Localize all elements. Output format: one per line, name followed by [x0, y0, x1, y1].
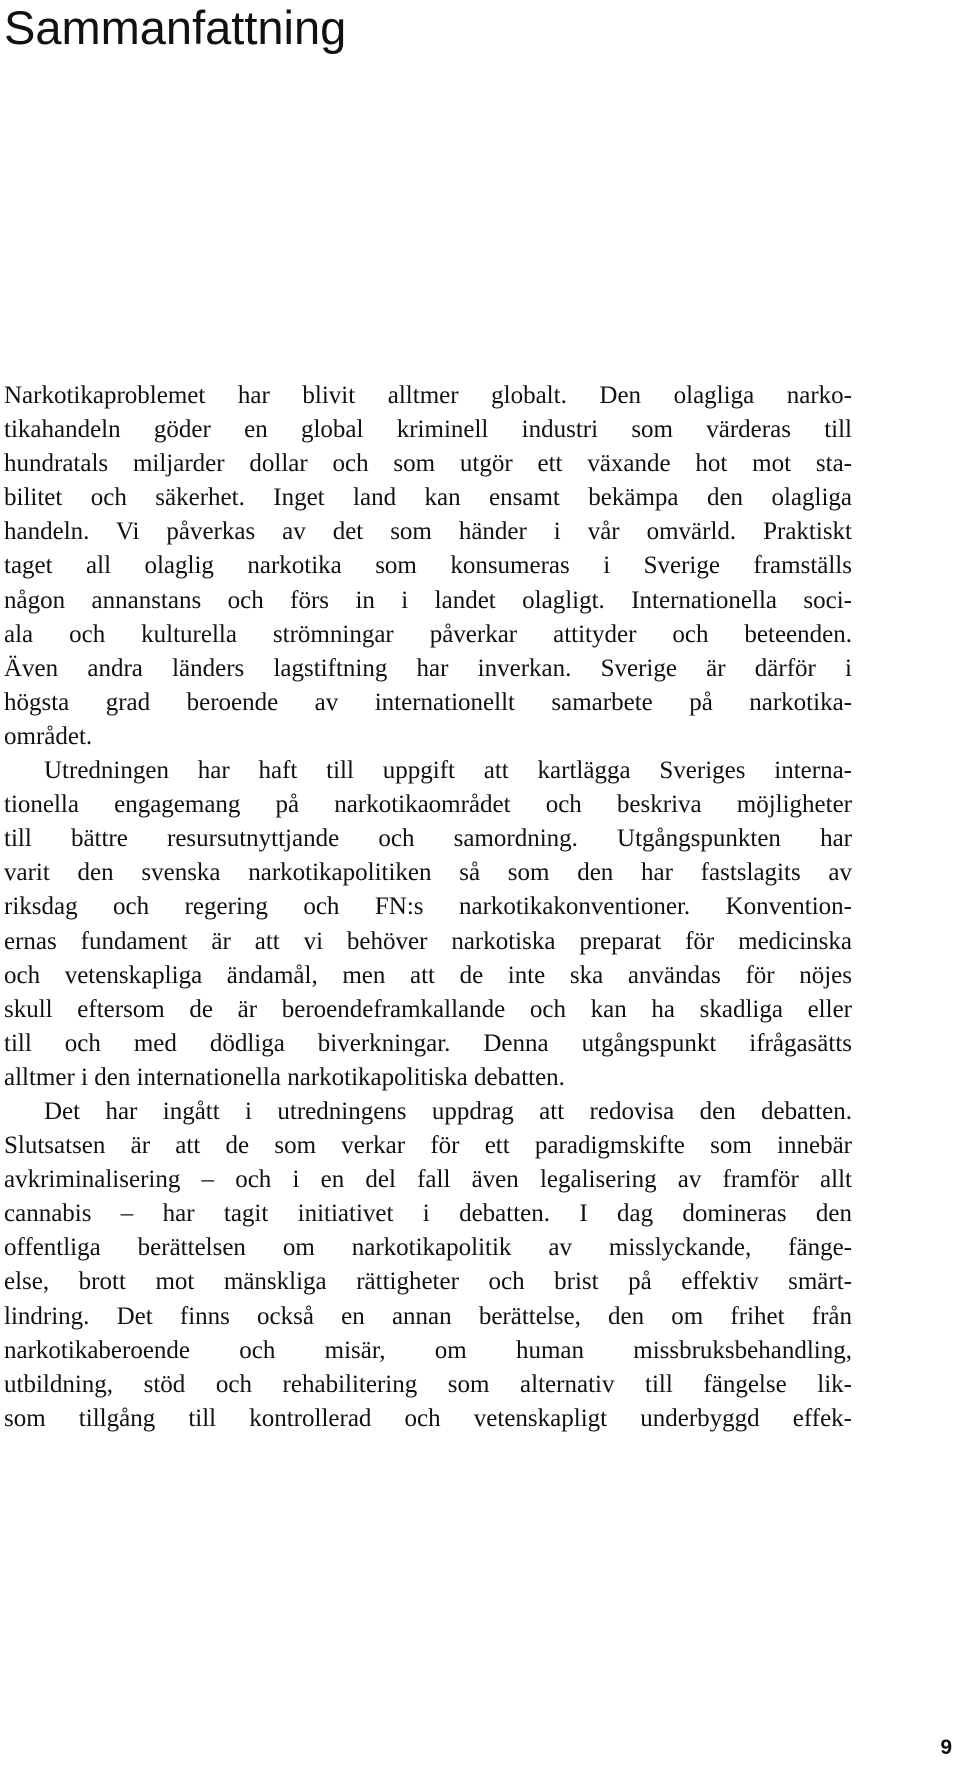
text-line: lindring. Det finns också en annan berättelse, den om frihet från [4, 1302, 852, 1330]
page-number: 9 [940, 1736, 952, 1759]
text-line: else, brott mot mänskliga rättigheter och brist på effektiv smärt- [4, 1268, 852, 1296]
text-line: utbildning, stöd och rehabilitering som alternativ till fängelse lik- [4, 1370, 852, 1398]
text-line: bilitet och säkerhet. Inget land kan ensamt bekämpa den olagliga [4, 484, 852, 512]
text-line: riksdag och regering och FN:s narkotikakonventioner. Konvention- [4, 893, 852, 921]
text-line: ernas fundament är att vi behöver narkotiska preparat för medicinska [4, 927, 852, 955]
body-text [4, 379, 852, 1436]
text-line: offentliga berättelsen om narkotikapolitik av misslyckande, fänge- [4, 1234, 852, 1262]
text-line: handeln. Vi påverkas av det som händer i vår omvärld. Praktiskt [4, 518, 852, 546]
text-line: tikahandeln göder en global kriminell industri som värderas till [4, 416, 852, 444]
text-line: området. [4, 722, 93, 750]
text-line: ala och kulturella strömningar påverkar attityder och beteenden. [4, 620, 852, 648]
text-line: som tillgång till kontrollerad och vetenskapligt underbyggd effek- [4, 1404, 852, 1432]
text-line: till bättre resursutnyttjande och samordning. Utgångspunkten har [4, 825, 852, 853]
text-line: Narkotikaproblemet har blivit alltmer globalt. Den olagliga narko- [4, 382, 852, 409]
text-line: någon annanstans och förs in i landet olagligt. Internationella soci- [4, 586, 852, 614]
text-line: narkotikaberoende och misär, om human missbruksbehandling, [4, 1336, 852, 1364]
text-line: och vetenskapliga ändamål, men att de inte ska användas för nöjes [4, 961, 852, 989]
text-line: Även andra länders lagstiftning har inverkan. Sverige är därför i [4, 654, 852, 682]
text-line: alltmer i den internationella narkotikapolitiska debatten. [4, 1063, 565, 1091]
text-line: varit den svenska narkotikapolitiken så som den har fastslagits av [4, 859, 852, 887]
text-line: tionella engagemang på narkotikaområdet och beskriva möjligheter [4, 791, 852, 819]
text-line: hundratals miljarder dollar och som utgör ett växande hot mot sta- [4, 450, 852, 478]
text-line: högsta grad beroende av internationellt samarbete på narkotika- [4, 688, 852, 716]
text-line: cannabis – har tagit initiativet i debatten. I dag domineras den [4, 1200, 852, 1228]
page-title: Sammanfattning [4, 1, 347, 54]
text-line: Det har ingått i utredningens uppdrag att redovisa den debatten. [44, 1097, 852, 1125]
text-line: skull eftersom de är beroendeframkallande och kan ha skadliga eller [4, 995, 852, 1023]
text-line: taget all olaglig narkotika som konsumeras i Sverige framställs [4, 552, 852, 580]
text-line: till och med dödliga biverkningar. Denna utgångspunkt ifrågasätts [4, 1029, 852, 1057]
text-line: avkriminalisering – och i en del fall även legalisering av framför allt [4, 1166, 852, 1194]
text-line: Slutsatsen är att de som verkar för ett paradigmskifte som innebär [4, 1132, 852, 1160]
text-line: Utredningen har haft till uppgift att kartlägga Sveriges interna- [44, 757, 852, 785]
